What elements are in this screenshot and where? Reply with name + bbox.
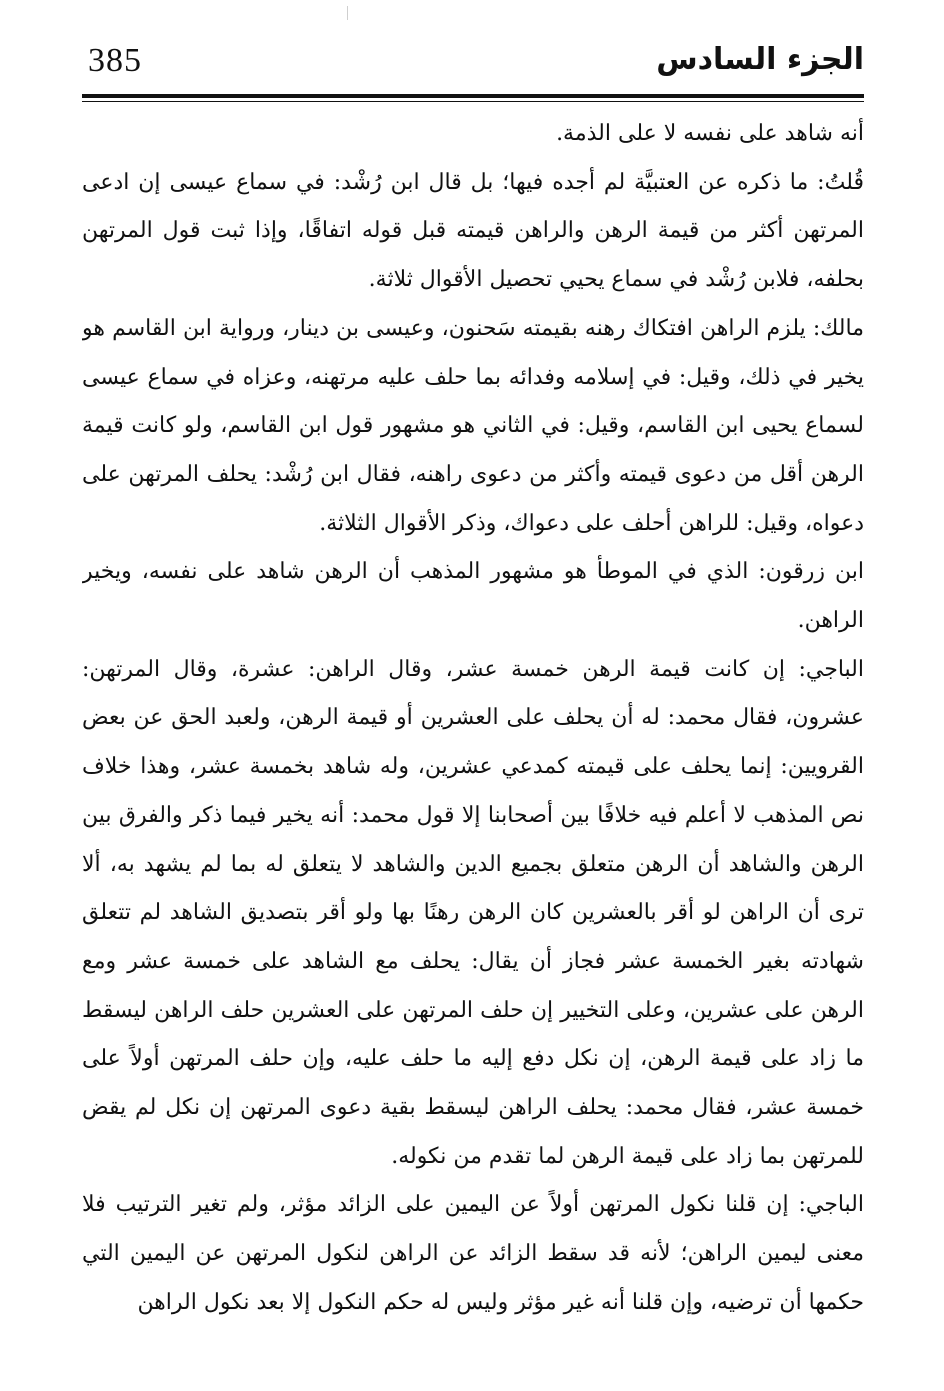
paragraph-3: مالك: يلزم الراهن افتكاك رهنه بقيمته سَحنون، وعيسى بن دينار، ورواية ابن القاسم هو يخير في ذلك، وقيل: في إسلامه وفدائه بما حلف عليه مرتهنه، وعزاه في سماع عيسى لسماع يحيى ابن القاسم، وقيل: في الثاني هو مشهور قول ابن القاسم، ولو كانت قيمة الرهن أقل من دعوى قيمته وأكثر من دعوى راهنه، فقال ابن رُشْد: يحلف المرتهن على دعواه، وقيل: للراهن أحلف على دعواك، وذكر الأقوال الثلاثة. xyxy=(82,315,864,536)
paragraph-4: ابن زرقون: الذي في الموطأ هو مشهور المذهب أن الرهن شاهد على نفسه، ويخير الراهن. xyxy=(82,559,864,634)
page-number: 385 xyxy=(88,42,142,79)
running-title: الجزء السادس xyxy=(656,42,864,77)
scan-mark xyxy=(347,6,348,20)
paragraph-1: أنه شاهد على نفسه لا على الذمة. xyxy=(556,121,864,146)
body-text xyxy=(82,110,864,1380)
header-rule-thick xyxy=(82,94,864,98)
page-header xyxy=(82,28,864,92)
header-rule-thin xyxy=(82,101,864,102)
paragraph-2: قُلتُ: ما ذكره عن العتبيَّة لم أجده فيها؛ بل قال ابن رُشْد: في سماع عيسى إن ادعى المرتهن أكثر من قيمة الرهن والراهن قيمته قبل قوله اتفاقًا، وإذا ثبت قول المرتهن بحلفه، فلابن رُشْد في سماع يحيي تحصيل الأقوال ثلاثة. xyxy=(82,169,864,293)
paragraph-6: الباجي: إن قلنا نكول المرتهن أولاً عن اليمين على الزائد مؤثر، ولم تغير الترتيب فلا معنى ليمين الراهن؛ لأنه قد سقط الزائد عن الراهن لنكول المرتهن عن اليمين التي حكمها أن ترضيه، وإن قلنا أنه غير مؤثر وليس له حكم النكول إلا بعد نكول الراهن xyxy=(82,1192,864,1315)
paragraph-5: الباجي: إن كانت قيمة الرهن خمسة عشر، وقال الراهن: عشرة، وقال المرتهن: عشرون، فقال محمد: له أن يحلف على العشرين أو قيمة الرهن، ولعبد الحق عن بعض القرويين: إنما يحلف على قيمته كمدعي عشرين، وله شاهد بخمسة عشر، وهذا خلاف نص المذهب لا أعلم فيه خلافًا بين أصحابنا إلا قول محمد: أنه يخير فيما ذكر والفرق بين الرهن والشاهد أن الرهن متعلق بجميع الدين والشاهد لا يتعلق له بما لم يشهد به، ألا ترى أن الراهن لو أقر بالعشرين كان الرهن رهنًا بها ولو أقر بتصديق الشاهد لم تتعلق شهادته بغير الخمسة عشر فجاز أن يقال: يحلف مع الشاهد على خمسة عشر ومع الرهن على عشرين، وعلى التخيير إن حلف المرتهن على العشرين حلف الراهن ليسقط ما زاد على قيمة الرهن، إن نكل دفع إليه ما حلف عليه، وإن حلف المرتهن أولاً على خمسة عشر، فقال محمد: يحلف الراهن ليسقط بقية دعوى المرتهن إن نكل لم يقض للمرتهن بما زاد على قيمة الرهن لما تقدم من نكوله. xyxy=(82,656,864,1169)
